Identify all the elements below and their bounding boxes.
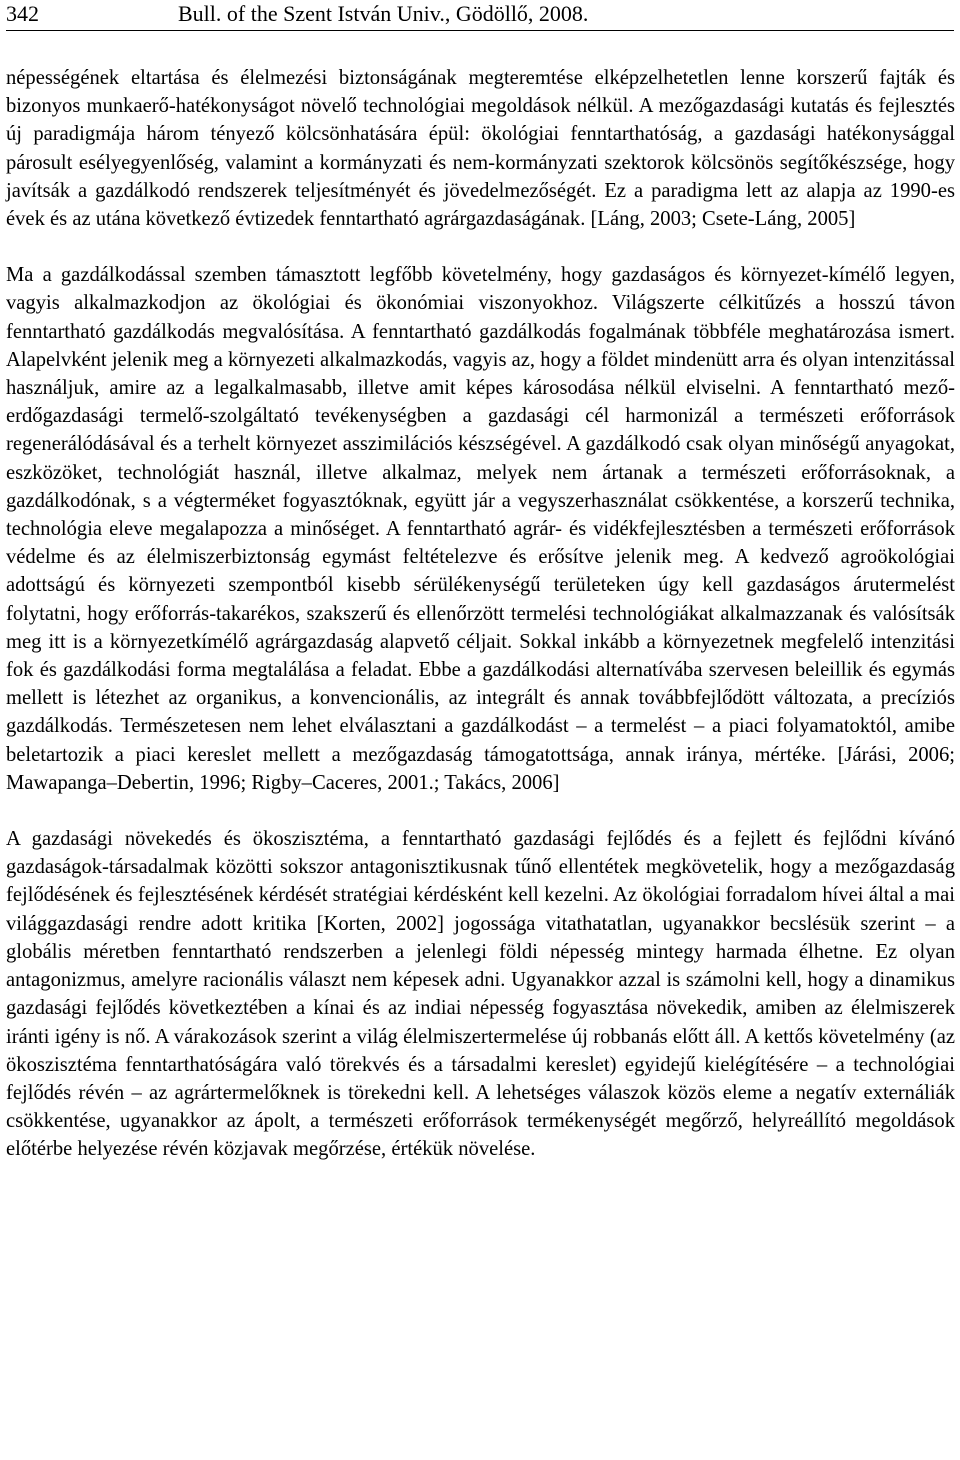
- paragraph-1: népességének eltartása és élelmezési biztonságának megteremtése elképzelhetetlen lenne korszerű fajták és bizonyos munkaerő-hatékonyságot növelő technológiai megoldások nélkül. A mezőgazdasági kutatás és fejlesztés új paradigmája három tényező kölcsönhatására épül: ökológiai fenntarthatóság, a gazdasági hatékonysággal párosult esélyegyenlőség, valamint a kormányzati és nem-kormányzati szektorok kölcsönös segítőkészsége, hogy javítsák a gazdálkodó rendszerek teljesítményét és jövedelmezőségét. Ez a paradigma lett az alapja az 1990-es évek és az utána következő évtizedek fenntartható agrárgazdaságának. [Láng, 2003; Csete-Láng, 2005]: [6, 67, 955, 231]
- running-header: [6, 0, 954, 30]
- journal-citation: Bull. of the Szent István Univ., Gödöllő, 2008.: [178, 1, 589, 26]
- header-divider: [6, 30, 954, 31]
- body-text: [6, 64, 955, 1164]
- paragraph-2: Ma a gazdálkodással szemben támasztott legfőbb követelmény, hogy gazdaságos és környezet-kímélő legyen, vagyis alkalmazkodjon az ökológiai és ökonómiai viszonyokhoz. Világszerte célkitűzés a hosszú távon fenntartható gazdálkodás megvalósítása. A fenntartható gazdálkodás fogalmának többféle meghatározása ismert. Alapelvként jelenik meg a környezeti alkalmazkodás, vagyis az, hogy a földet mindenütt arra és olyan intenzitással használjuk, amire az a legalkalmasabb, illetve amit képes károsodása nélkül elviselni. A fenntartható mező-erdőgazdasági termelő-szolgáltató tevékenységben a gazdasági cél harmonizál a természeti erőforrások regenerálódásával és a terhelt környezet asszimilációs készségével. A gazdálkodó csak olyan minőségű anyagokat, eszközöket, technológiát használ, illetve alkalmaz, melyek nem ártanak a természeti erőforrásoknak, a gazdálkodónak, s a végterméket fogyasztóknak, együtt jár a vegyszerhasználat csökkentése, a korszerű technika, technológia eleve megalapozza a minőséget. A fenntartható agrár- és vidékfejlesztésben a természeti erőforrások védelme és az élelmiszerbiztonság egymást feltételezve és erősítve jelenik meg. A kedvező agroökológiai adottságú és környezeti szempontból kisebb sérülékenységű területeken úgy kell gazdaságos árutermelést folytatni, hogy erőforrás-takarékos, szakszerű és ellenőrzött termelési technológiákat alkalmazzanak és valósítsák meg itt is a környezetkímélő agrárgazdaság alapvető céljait. Sokkal inkább a környezetnek megfelelő intenzitási fok és gazdálkodási forma megtalálása a feladat. Ebbe a gazdálkodási alternatívába szervesen beleillik és egymás mellett is létezhet az organikus, a konvencionális, az integrált és annak továbbfejlődött változata, a precíziós gazdálkodás. Természetesen nem lehet elválasztani a gazdálkodást – a termelést – a piaci folyamatoktól, amibe beletartozik a piaci kereslet mellett a mezőgazdaság támogatottsága, annak iránya, mértéke. [Járási, 2006; Mawapanga–Debertin, 1996; Rigby–Caceres, 2001.; Takács, 2006]: [6, 264, 955, 794]
- page-number: 342: [6, 1, 39, 26]
- paragraph-3: A gazdasági növekedés és ökoszisztéma, a fenntartható gazdasági fejlődés és a fejlett és fejlődni kívánó gazdaságok-társadalmak közötti sokszor antagonisztikusnak tűnő ellentétek megkövetelik, hogy a mezőgazdaság fejlődésének és fejlesztésének kérdését stratégiai kérdésként kell kezelni. Az ökológiai forradalom hívei által a mai világgazdasági rendre adott kritika [Korten, 2002] jogossága vitathatatlan, ugyanakkor becslésük szerint – a globális méretben fenntartható rendszerben a jelenlegi földi népesség mintegy harmada élhetne. Ez olyan antagonizmus, amelyre racionális választ nem képesek adni. Ugyanakkor azzal is számolni kell, hogy a dinamikus gazdasági fejlődés következtében a kínai és az indiai népesség fogyasztása növekedik, amiben az élelmiszerek iránti igény is nő. A várakozások szerint a világ élelmiszertermelése új robbanás előtt áll. A kettős követelmény (az ökoszisztéma fenntarthatóságára való törekvés és a társadalmi kereslet) egyidejű kielégítésére – a technológiai fejlődés révén – az agrártermelőknek is törekedni kell. A lehetséges válaszok közös eleme a negatív externáliák csökkentése, ugyanakkor az ápolt, a természeti erőforrások termékenységét megőrző, helyreállító megoldások előtérbe helyezése révén közjavak megőrzése, értékük növelése.: [6, 828, 955, 1161]
